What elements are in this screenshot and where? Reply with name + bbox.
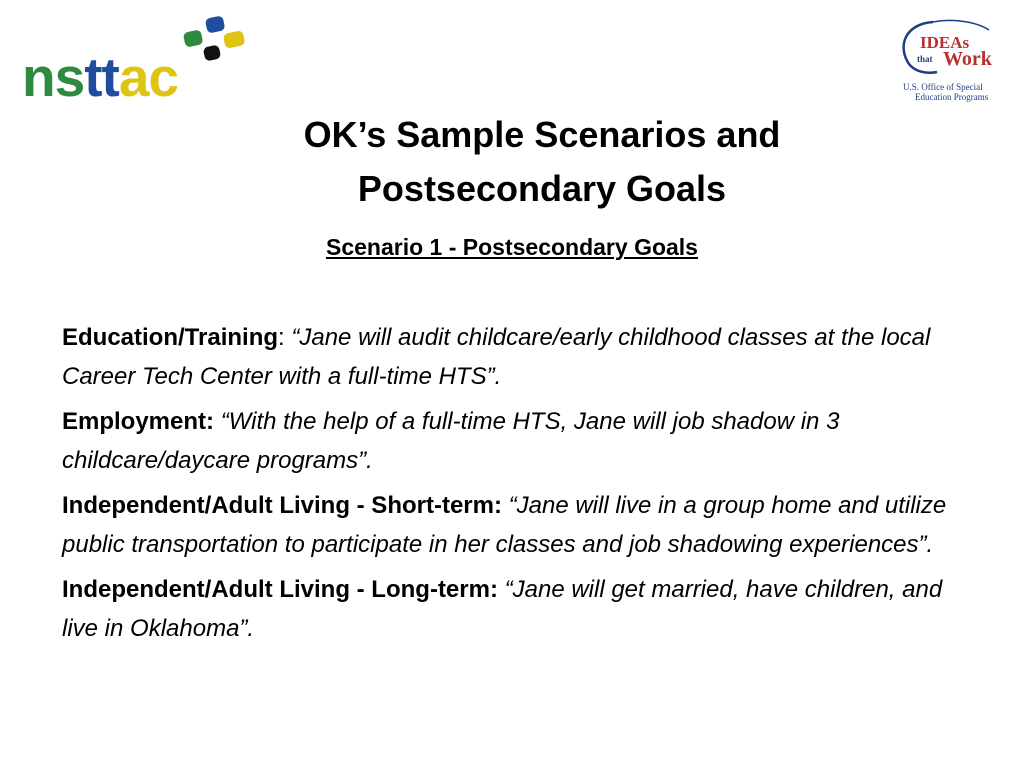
work-word: Work (943, 48, 992, 70)
slide-title-line-2: Postsecondary Goals (357, 168, 727, 209)
goal-quote: “Jane will audit childcare/early childhood classes at the local Career Tech Center with a full-time HTS”. (62, 324, 931, 390)
slide-title-line-1: OK’s Sample Scenarios and (303, 114, 781, 155)
ideas-word: IDEAs (920, 33, 970, 52)
office-line-2: Education Programs (915, 92, 989, 102)
nsttac-segment-ac: ac (118, 46, 179, 108)
nsttac-segment-ns: ns (22, 46, 85, 108)
goal-label: Independent/Adult Living - Long-term: (62, 576, 498, 603)
goal-quote: “With the help of a full-time HTS, Jane will job shadow in 3 childcare/daycare programs”. (62, 408, 840, 474)
goal-label: Employment: (62, 408, 215, 435)
goal-independent-living-long-term (62, 570, 972, 648)
goal-separator (498, 576, 505, 603)
goal-quote: “Jane will live in a group home and utilize public transportation to participate in her classes and job shadowing experiences”. (62, 492, 947, 558)
goal-independent-living-short-term (62, 486, 972, 564)
goal-separator: : (278, 324, 292, 351)
goals-list (62, 318, 972, 654)
goal-employment (62, 402, 972, 480)
that-word: that (917, 54, 933, 64)
slide-title (232, 108, 852, 216)
slide-subtitle: Scenario 1 - Postsecondary Goals (326, 234, 698, 260)
nsttac-wordmark (22, 47, 178, 107)
ideas-that-work-logo (893, 16, 1005, 112)
office-line-1: U.S. Office of Special (903, 82, 983, 92)
goal-separator (214, 408, 221, 435)
nsttac-segment-tt: tt (84, 46, 119, 108)
goal-education-training (62, 318, 972, 396)
nsttac-squares-icon (176, 14, 272, 68)
goal-label: Education/Training (62, 324, 279, 351)
goal-quote: “Jane will get married, have children, and live in Oklahoma”. (62, 576, 943, 642)
goal-label: Independent/Adult Living - Short-term: (62, 492, 502, 519)
nsttac-logo (22, 14, 252, 106)
goal-separator (502, 492, 509, 519)
